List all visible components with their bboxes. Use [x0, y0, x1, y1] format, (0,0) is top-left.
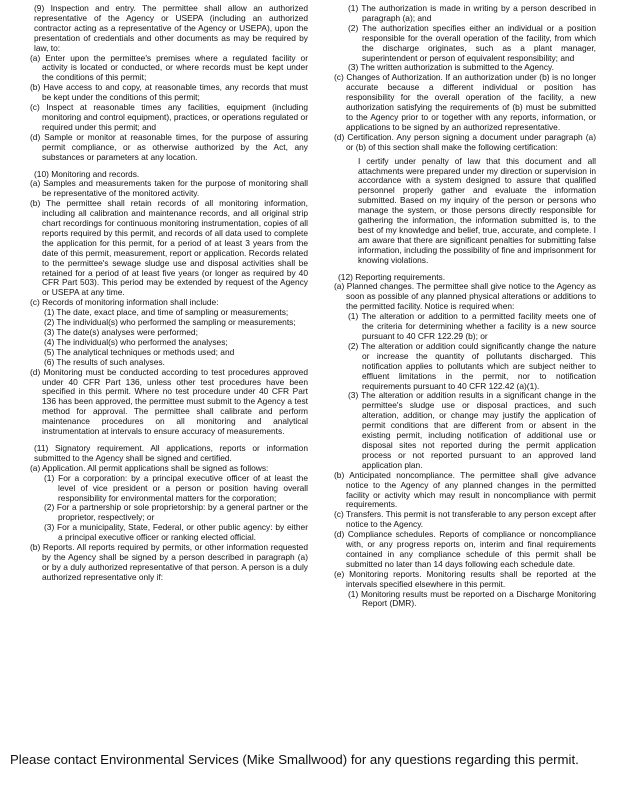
paragraph: (3) The date(s) analyses were performed;: [44, 327, 198, 337]
paragraph: (3) For a municipality, State, Federal, or other public agency: by either a principal executive officer or ranking elected official.: [44, 522, 308, 543]
paragraph: (1) The authorization is made in writing by a person described in paragraph (a); and: [348, 3, 596, 23]
left-column: [24, 4, 308, 583]
paragraph: (b) Anticipated noncompliance. The permittee shall give advance notice to the Agency of any planned changes in the permitted facility or activity which may result in noncompliance with permit requirements.: [334, 469, 596, 510]
footer-note: Please contact Environmental Services (Mike Smallwood) for any questions regarding this permit.: [10, 752, 579, 767]
paragraph: (9) Inspection and entry. The permittee shall allow an authorized representative of the Agency or USEPA (including an authorized contractor acting as a representative of the Agency or USEPA), upon the presentation of credentials and other documents as may be required by law, to:: [34, 3, 308, 53]
paragraph: (11) Signatory requirement. All applications, reports or information submitted to the Agency shall be signed and certified.: [34, 442, 308, 463]
paragraph: (1) Monitoring results must be reported on a Discharge Monitoring Report (DMR).: [348, 588, 596, 609]
right-column: [328, 4, 596, 609]
section-9: [24, 4, 308, 163]
paragraph: (2) For a partnership or sole proprietorship: by a general partner or the proprietor, respectively; or: [44, 502, 308, 523]
paragraph: (c) Transfers. This permit is not transferable to any person except after notice to the Agency.: [334, 509, 596, 530]
paragraph: (6) The results of such analyses.: [44, 356, 165, 367]
paragraph: (b) The permittee shall retain records of all monitoring information, including all calibration and maintenance records, and all original strip chart recordings for continuous monitoring instrumentation, copies of all reports required by this permit, and records of all data used to complete the application for this permit, for a period of at least 3 years from the date of this permit, measurement, report or application. Records related to the permittee's sewage sludge use and disposal activities shall be retained for a period of at least five years (or longer as required by 40 CFR Part 503). This period may be extended by request of the Agency or USEPA at any time.: [30, 198, 308, 298]
paragraph: (b) Have access to and copy, at reasonable times, any records that must be kept under the conditions of this permit;: [30, 82, 308, 103]
paragraph: (3) The alteration or addition results in a significant change in the permittee's sludge use or disposal practices, and such alteration, addition, or change may justify the application of permit conditions that are different from or absent in the existing permit, including notification of additional use or disposal sites not reported during the permit application process or not reported pursuant to an approved land application plan.: [348, 390, 596, 470]
paragraph: (a) Application. All permit applications shall be signed as follows:: [30, 462, 269, 473]
paragraph: (1) For a corporation: by a principal executive officer of at least the level of vice president or a person or position having overall responsibility for environmental matters for the corporation;: [44, 472, 308, 503]
paragraph: (12) Reporting requirements.: [338, 271, 446, 282]
paragraph: (d) Compliance schedules. Reports of compliance or noncompliance with, or any progress reports on, interim and final requirements contained in any compliance schedule of this permit shall be submitted no later than 14 days following each schedule date.: [334, 529, 596, 569]
paragraph: (2) The individual(s) who performed the sampling or measurements;: [44, 317, 296, 328]
paragraph: (2) The alteration or addition could significantly change the nature or increase the quantity of pollutants discharged. This notification applies to pollutants which are subject neither to effluent limitations in the permit, nor to notification requirements pursuant to 40 CFR 122.42 (a)(1).: [348, 340, 596, 391]
section-10: [24, 170, 308, 437]
paragraph: (2) The authorization specifies either an individual or a position responsible for the overall operation of the facility, from which the discharge originates, such as a plant manager, superintendent or person of equivalent responsibility; and: [348, 22, 596, 63]
paragraph: (5) The analytical techniques or methods used; and: [44, 346, 235, 357]
paragraph: (e) Monitoring reports. Monitoring results shall be reported at the intervals specified elsewhere in this permit.: [334, 568, 596, 589]
paragraph: (a) Enter upon the permittee's premises where a regulated facility or activity is located or conducted, or where records must be kept under the conditions of this permit;: [30, 52, 308, 83]
paragraph: (4) The individual(s) who performed the analyses;: [44, 336, 228, 347]
paragraph: (c) Changes of Authorization. If an authorization under (b) is no longer accurate because a different individual or position has responsibility for the overall operation of the facility, a new authorization satisfying the requirements of (b) must be submitted to the Agency prior to or together with any reports, information, or applications to be signed by an authorized representative.: [334, 72, 596, 132]
paragraph: (d) Sample or monitor at reasonable times, for the purpose of assuring permit compliance, or as otherwise authorized by the Act, any substances or parameters at any location.: [30, 131, 308, 162]
paragraph: (d) Certification. Any person signing a document under paragraph (a) or (b) of this section shall make the following certification:: [334, 131, 596, 152]
paragraph: (a) Samples and measurements taken for the purpose of monitoring shall be representative of the monitored activity.: [30, 178, 308, 199]
section-11-continued: [328, 4, 596, 153]
paragraph: (1) The date, exact place, and time of sampling or measurements;: [44, 307, 289, 318]
paragraph: (1) The alteration or addition to a permitted facility meets one of the criteria for determining whether a facility is a new source pursuant to 40 CFR 122.29 (b); or: [348, 311, 596, 341]
paragraph: (3) The written authorization is submitted to the Agency.: [348, 62, 554, 73]
section-11: [24, 444, 308, 583]
paragraph: (c) Inspect at reasonable times any facilities, equipment (including monitoring and control equipment), practices, or operations regulated or required under this permit; and: [30, 102, 308, 132]
section-12: [328, 273, 596, 610]
paragraph: (c) Records of monitoring information shall include:: [30, 297, 219, 308]
paragraph: (a) Planned changes. The permittee shall give notice to the Agency as soon as possible of any planned physical alterations or additions to the permitted facility. Notice is required when:: [334, 281, 596, 312]
paragraph: (10) Monitoring and records.: [34, 168, 140, 179]
paragraph: (b) Reports. All reports required by permits, or other information requested by the Agency shall be signed by a person described in paragraph (a) or by a duly authorized representative of that person. A person is a duly authorized representative only if:: [30, 542, 308, 582]
certification-statement: I certify under penalty of law that this document and all attachments were prepared under my direction or supervision in accordance with a system designed to assure that qualified personnel properly gather and evaluate the information submitted. Based on my inquiry of the person or persons who manage the system, or those persons directly responsible for gathering the information, the information submitted is, to the best of my knowledge and belief, true, accurate, and complete. I am aware that there are significant penalties for submitting false information, including the possibility of fine and imprisonment for knowing violations.: [358, 155, 596, 265]
paragraph: (d) Monitoring must be conducted according to test procedures approved under 40 CFR Part 136, unless other test procedures have been specified in this permit. Where no test procedure under 40 CFR Part 136 has been approved, the permittee must submit to the Agency a test method for approval. The permittee shall calibrate and perform maintenance procedures on all monitoring and analytical instrumentation at intervals to ensure accuracy of measurements.: [30, 366, 308, 437]
